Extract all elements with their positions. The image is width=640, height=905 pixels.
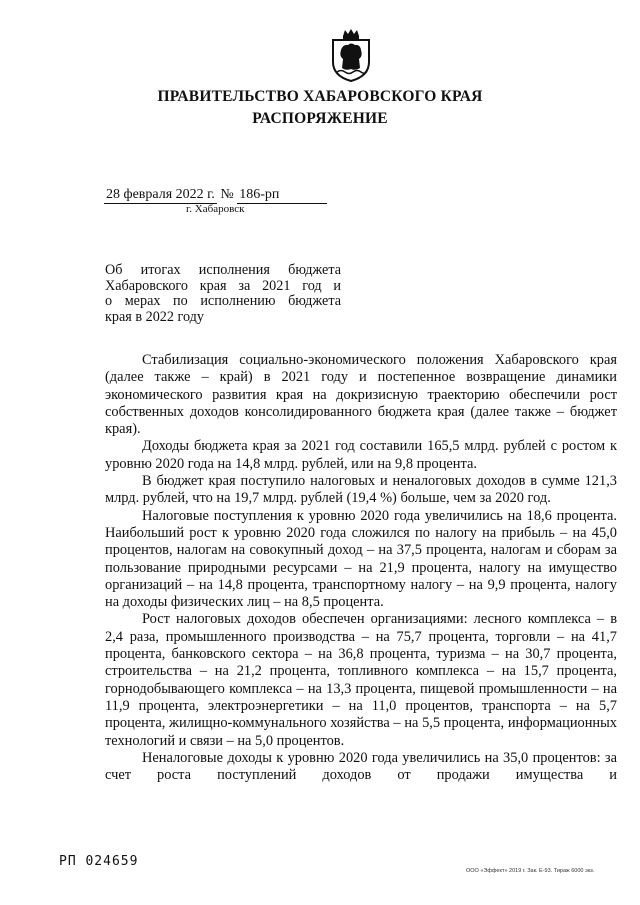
document-type: РАСПОРЯЖЕНИЕ	[252, 110, 388, 127]
subject-line: края в 2022 году	[105, 308, 204, 325]
subject-line: о мерах по исполнению бюджета	[105, 293, 341, 309]
number-sign: №	[220, 187, 234, 202]
coat-of-arms-icon	[329, 28, 373, 82]
document-body	[105, 352, 617, 784]
body-paragraph: Неналоговые доходы к уровню 2020 года увеличились на 35,0 процентов: за счет роста поступлений доходов от продажи имущества и	[105, 749, 617, 784]
document-number: 186-рп	[237, 187, 327, 204]
subject-line: Об итогах исполнения бюджета	[105, 262, 341, 278]
body-paragraph: Стабилизация социально-экономического положения Хабаровского края (далее также – край) в 2021 году и постепенное возвращение динамики экономического развития края на докризисную траекторию обеспечили рост собственных доходов консолидированного бюджета края (далее также – бюджет края).	[105, 352, 617, 438]
city-label: г. Хабаровск	[186, 203, 245, 215]
print-imprint: ООО «Эффект» 2019 г. Зак. Е-93. Тираж 6000 экз.	[466, 868, 595, 874]
government-title: ПРАВИТЕЛЬСТВО ХАБАРОВСКОГО КРАЯ	[157, 88, 483, 105]
body-paragraph: В бюджет края поступило налоговых и неналоговых доходов в сумме 121,3 млрд. рублей, что на 19,7 млрд. рублей (19,4 %) больше, чем за 2020 год.	[105, 473, 617, 507]
date-number-line	[104, 187, 327, 204]
serial-number: РП 024659	[59, 854, 139, 869]
body-paragraph: Налоговые поступления к уровню 2020 года увеличились на 18,6 процента. Наибольший рост к уровню 2020 года сложился по налогу на прибыль – на 45,0 процентов, налогам на совокупный доход – на 37,5 процента, налогам и сборам за пользование природными ресурсами – на 21,9 процента, налогу на имущество организаций – на 14,8 процента, транспортному налогу – на 9,9 процента, налогу на доходы физических лиц – на 8,5 процента.	[105, 507, 617, 611]
subject-line: Хабаровского края за 2021 год и	[105, 277, 341, 294]
document-date: 28 февраля 2022 г.	[106, 187, 215, 202]
subject-block	[105, 263, 341, 325]
body-paragraph: Доходы бюджета края за 2021 год составили 165,5 млрд. рублей с ростом к уровню 2020 года на 14,8 млрд. рублей, или на 9,8 процента.	[105, 438, 617, 472]
body-paragraph: Рост налоговых доходов обеспечен организациями: лесного комплекса – в 2,4 раза, промышленного производства – на 75,7 процента, торговли – на 41,7 процента, банковского сектора – на 36,8 процента, туризма – на 30,7 процента, строительства – на 21,2 процента, топливного комплекса – на 15,7 процента, горнодобывающего комплекса – на 13,3 процента, пищевой промышленности – на 11,9 процента, электроэнергетики – на 11,0 процентов, транспорта – на 5,7 процента, жилищно-коммунального хозяйства – на 5,5 процента, информационных технологий и связи – на 5,0 процентов.	[105, 611, 617, 749]
